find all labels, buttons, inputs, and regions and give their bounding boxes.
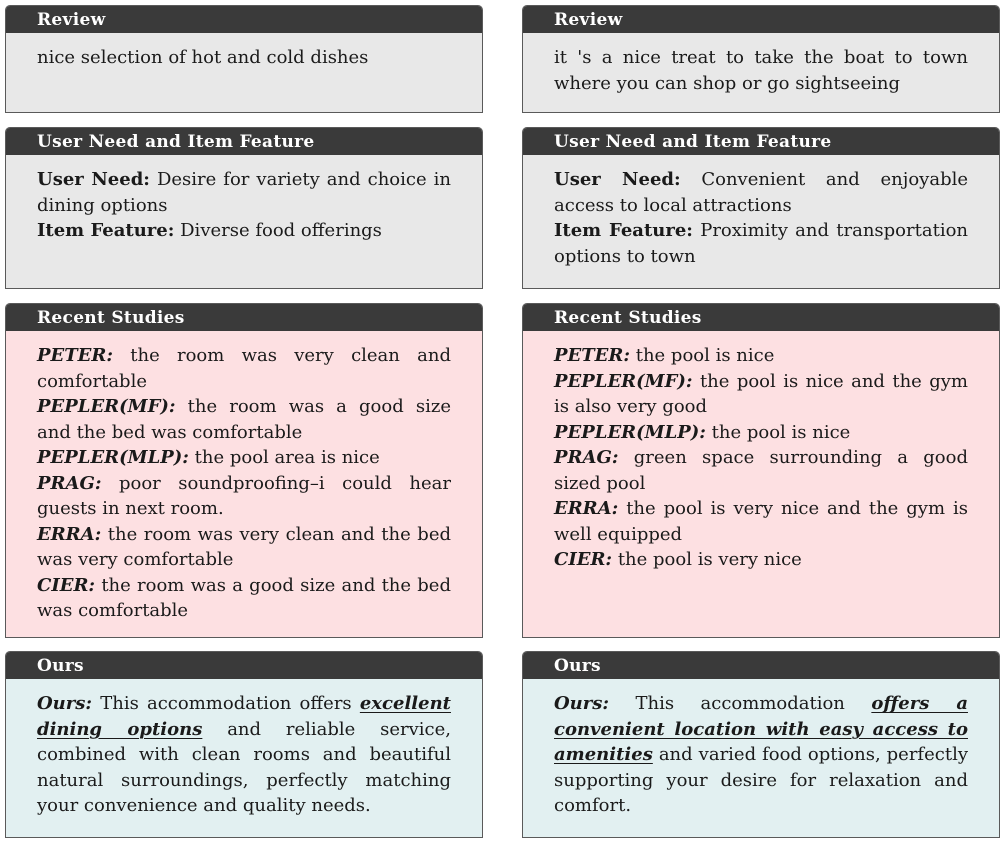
study-text: the room was very clean and comfortable	[37, 345, 451, 392]
ours-highlight: excellent dining options	[37, 693, 451, 740]
need-feature-body	[523, 155, 999, 288]
ours-header: Ours	[6, 652, 482, 679]
study-item	[37, 445, 451, 471]
review-body	[6, 33, 482, 112]
review-header: Review	[6, 6, 482, 33]
ours-box	[5, 651, 483, 838]
ours-body	[523, 679, 999, 837]
recent-studies-box	[522, 303, 1000, 638]
model-name: ERRA:	[37, 523, 102, 545]
item-feature-label: Item Feature:	[554, 220, 693, 241]
ours-text-post: and reliable service, combined with clean rooms and beautiful natural surroundings, perfectly matching your convenience and quality needs.	[37, 718, 451, 816]
model-name: PETER:	[554, 345, 630, 366]
need-feature-body	[6, 155, 482, 288]
ours-text-pre: This accommodation	[635, 693, 845, 714]
recent-studies-header: Recent Studies	[523, 304, 999, 331]
item-feature-text: Diverse food offerings	[180, 220, 382, 241]
study-text: the room was a good size and the bed was comfortable	[37, 574, 451, 621]
study-item	[37, 394, 451, 445]
review-box	[522, 5, 1000, 113]
study-text: green space surrounding a good sized pool	[554, 447, 968, 494]
need-feature-header: User Need and Item Feature	[523, 128, 999, 155]
user-need-label: User Need:	[37, 169, 150, 190]
study-item	[37, 343, 451, 394]
study-text: the pool is very nice	[617, 549, 802, 570]
study-item	[37, 573, 451, 624]
ours-body	[6, 679, 482, 837]
ours-label: Ours:	[554, 693, 610, 714]
ours-text-pre: This accommodation offers	[100, 693, 352, 714]
model-name: PEPLER(MLP):	[37, 447, 189, 468]
study-text: the pool is nice	[711, 421, 851, 443]
user-need-text: Desire for variety and choice in dining options	[37, 169, 451, 216]
model-name: PETER:	[37, 345, 113, 366]
review-header: Review	[523, 6, 999, 33]
study-item	[37, 471, 451, 522]
study-item	[554, 420, 968, 446]
study-item	[554, 496, 968, 547]
recent-studies-body	[6, 331, 482, 637]
ours-label: Ours:	[37, 693, 93, 714]
model-name: PEPLER(MF):	[554, 370, 693, 392]
user-need-line	[554, 167, 968, 218]
model-name: PRAG:	[37, 472, 102, 494]
need-feature-box	[5, 127, 483, 289]
item-feature-line	[37, 218, 451, 244]
ours-highlight: offers a convenient location with easy access to amenities	[554, 693, 968, 765]
review-body	[523, 33, 999, 112]
study-item	[554, 547, 968, 573]
study-item	[554, 369, 968, 420]
review-text: nice selection of hot and cold dishes	[37, 47, 369, 68]
recent-studies-box	[5, 303, 483, 638]
study-text: the pool is very nice and the gym is well equipped	[554, 498, 968, 545]
model-name: ERRA:	[554, 498, 619, 519]
study-item	[37, 522, 451, 573]
need-feature-header: User Need and Item Feature	[6, 128, 482, 155]
study-text: the room was very clean and the bed was very comfortable	[37, 523, 451, 570]
study-text: the pool is nice and the gym is also very good	[554, 370, 968, 417]
item-feature-text: Proximity and transportation options to town	[554, 220, 968, 267]
model-name: PEPLER(MF):	[37, 396, 176, 417]
user-need-line	[37, 167, 451, 218]
item-feature-line	[554, 218, 968, 269]
study-item	[554, 343, 968, 369]
study-item	[554, 445, 968, 496]
review-box	[5, 5, 483, 113]
model-name: CIER:	[554, 549, 613, 570]
review-text: it 's a nice treat to take the boat to town where you can shop or go sightseeing	[554, 47, 968, 94]
ours-box	[522, 651, 1000, 838]
user-need-text: Convenient and enjoyable access to local attractions	[554, 169, 968, 216]
model-name: PEPLER(MLP):	[554, 421, 706, 443]
need-feature-box	[522, 127, 1000, 289]
item-feature-label: Item Feature:	[37, 220, 175, 241]
study-text: the pool is nice	[635, 345, 775, 366]
recent-studies-body	[523, 331, 999, 637]
user-need-label: User Need:	[554, 169, 681, 190]
ours-header: Ours	[523, 652, 999, 679]
study-text: poor soundproofing–i could hear guests in next room.	[37, 472, 451, 519]
study-text: the pool area is nice	[194, 447, 380, 468]
model-name: CIER:	[37, 574, 96, 596]
ours-text-post: and varied food options, perfectly supporting your desire for relaxation and comfort.	[554, 744, 968, 816]
recent-studies-header: Recent Studies	[6, 304, 482, 331]
model-name: PRAG:	[554, 447, 619, 468]
study-text: the room was a good size and the bed was comfortable	[37, 396, 451, 443]
